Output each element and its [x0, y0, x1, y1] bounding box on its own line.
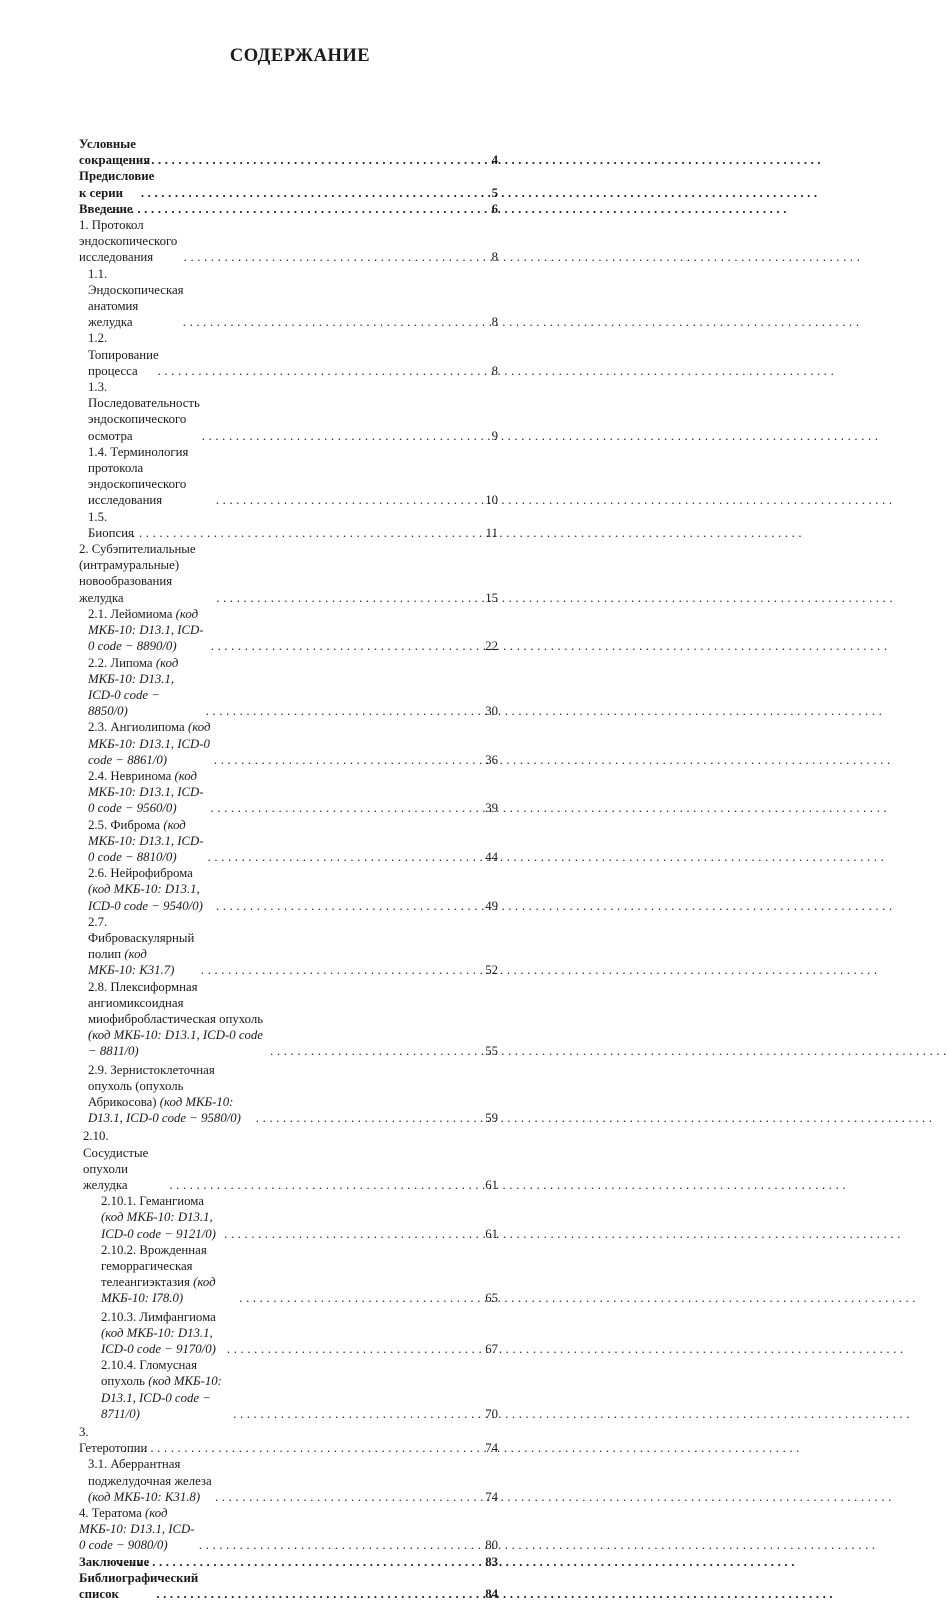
toc-entry-title — [79, 1554, 150, 1570]
dot-leader — [141, 185, 466, 201]
toc-page-number: 4 — [491, 153, 498, 168]
toc-entry-title — [88, 1062, 253, 1127]
dot-leader — [199, 1537, 466, 1553]
toc-entry — [79, 1570, 498, 1602]
toc-entry-code: (код МКБ-10: D13.1, ICD-0 code − 8850/0) — [88, 655, 179, 719]
toc-entry-text: 1.1. Эндоскопическая анатомия желудка — [88, 266, 184, 330]
toc-entry-title — [88, 330, 159, 379]
toc-page-number: 8 — [491, 363, 498, 378]
toc-entry-title — [83, 1128, 166, 1193]
toc-entry — [79, 136, 498, 168]
toc-entry-code: (код МКБ-10: D13.1, ICD-0 code − 8811/0) — [88, 1028, 263, 1059]
toc-entry-code: (код МКБ-10: D13.1, ICD-0 code − 9560/0) — [88, 768, 204, 816]
dot-leader — [118, 1554, 466, 1570]
toc-entry-text: 2.10.2. Врожденная геморрагическая телеангиэктазия — [101, 1242, 207, 1290]
toc-entry-text: Заключение — [79, 1554, 150, 1569]
toc-entry-title — [79, 168, 155, 200]
toc-entry-title — [79, 1505, 196, 1554]
toc-entry-title — [101, 1309, 224, 1358]
toc-page-number: 30 — [485, 704, 498, 719]
toc-entry — [79, 606, 498, 655]
toc-entry-code: (код МКБ-10: D13.1, ICD-0 code − 9580/0) — [88, 1094, 241, 1126]
toc-entry-text: 2.5. Фиброма — [88, 817, 164, 832]
toc-entry-code: (код МКБ-10: D13.1, ICD-0 code − 9540/0) — [88, 882, 203, 913]
toc-entry-text: Предисловие к серии — [79, 169, 155, 200]
toc-entry — [79, 979, 498, 1060]
toc-entry — [79, 1456, 498, 1505]
toc-entry — [79, 1424, 498, 1456]
toc-entry — [79, 1128, 498, 1193]
toc-page-number: 9 — [491, 428, 498, 443]
toc-entry-title — [88, 768, 207, 817]
toc-entry-code: (код МКБ-10: D13.1, ICD-0 code − 8890/0) — [88, 606, 204, 654]
toc-page-number: 10 — [485, 493, 498, 508]
dot-leader — [156, 1586, 466, 1602]
toc-entry-text: 2.1. Лейомиома — [88, 606, 176, 621]
dot-leader — [184, 249, 466, 265]
toc-page-number: 59 — [485, 1111, 498, 1126]
dot-leader — [201, 962, 466, 978]
toc-entry-text: 1.5. Биопсия — [88, 509, 134, 540]
dot-leader — [206, 703, 466, 719]
toc-entry-title — [79, 136, 151, 168]
dot-leader — [183, 314, 466, 330]
dot-leader — [123, 1440, 466, 1456]
toc-entry-text: Введение — [79, 201, 133, 216]
dot-leader — [211, 638, 466, 654]
toc-entry-text: 2.2. Липома — [88, 655, 156, 670]
toc-entry-text: 2. Субэпителиальные (интрамуральные) новообразования желудка — [79, 542, 196, 605]
dot-leader — [169, 1177, 466, 1193]
toc-entry — [79, 655, 498, 720]
toc-entry-title — [88, 655, 203, 720]
toc-entry-code: (код МКБ-10: K31.8) — [88, 1489, 201, 1504]
toc-entry-text: 2.3. Ангиолипома — [88, 720, 188, 735]
dot-leader — [158, 363, 466, 379]
toc-entry-title — [88, 719, 211, 768]
toc-entry — [79, 1505, 498, 1554]
toc-entry — [79, 168, 498, 200]
toc-page-number: 22 — [485, 639, 498, 654]
toc-entry-text: 3. Гетеротопии — [79, 1425, 148, 1456]
toc-entry — [79, 719, 498, 768]
toc-entry — [79, 266, 498, 331]
dot-leader — [227, 1341, 466, 1357]
toc-page-number: 74 — [485, 1489, 498, 1504]
toc-entry-text: 1.2. Топирование процесса — [88, 331, 159, 378]
toc-page-number: 6 — [491, 201, 498, 216]
toc-page-number: 61 — [485, 1226, 498, 1241]
table-of-contents — [79, 136, 498, 1602]
toc-entry — [79, 914, 498, 979]
toc-entry — [79, 768, 498, 817]
toc-page-number: 83 — [485, 1554, 498, 1569]
toc-entry-text: 3.1. Аберрантная поджелудочная железа — [88, 1457, 212, 1488]
dot-leader — [202, 428, 466, 444]
dot-leader — [239, 1290, 466, 1306]
dot-leader — [144, 152, 466, 168]
toc-entry-code: (код МКБ-10: D13.1, ICD-0 code − 8810/0) — [88, 817, 204, 864]
toc-page-number: 55 — [485, 1044, 498, 1059]
page-title: СОДЕРЖАНИЕ — [229, 46, 371, 66]
dot-leader — [125, 525, 466, 541]
toc-page-number: 74 — [485, 1441, 498, 1456]
toc-entry-title — [88, 379, 199, 444]
toc-entry — [79, 541, 498, 606]
toc-entry-text: 2.7. Фиброваскулярный полип — [88, 914, 195, 962]
dot-leader — [233, 1406, 466, 1422]
toc-entry-title — [88, 606, 208, 655]
toc-entry-code: (код МКБ-10: D13.1, ICD-0 code − 9121/0) — [101, 1210, 216, 1241]
toc-entry-title — [79, 1570, 199, 1602]
toc-entry — [79, 509, 498, 541]
toc-entry — [79, 217, 498, 266]
toc-entry-title — [88, 865, 213, 914]
toc-entry-text: 2.4. Невринома — [88, 768, 175, 783]
dot-leader — [216, 898, 466, 914]
toc-page-number: 36 — [485, 752, 498, 767]
toc-page-number: 65 — [485, 1291, 498, 1306]
toc-entry-title — [79, 217, 181, 266]
toc-entry-title — [88, 817, 205, 866]
toc-entry-code: (код МКБ-10: D13.1, ICD-0 code − 9170/0) — [101, 1325, 216, 1357]
toc-entry — [79, 817, 498, 866]
toc-entry-code: (код МКБ-10: K31.7) — [88, 947, 175, 978]
toc-entry-title — [88, 266, 184, 331]
dot-leader — [216, 590, 466, 606]
toc-entry-code: (код МКБ-10: I78.0) — [101, 1275, 216, 1306]
dot-leader — [215, 1489, 466, 1505]
toc-entry-title — [88, 509, 134, 541]
dot-leader — [224, 1226, 466, 1242]
toc-entry-code: (код МКБ-10: D13.1, ICD-0 code − 9080/0) — [79, 1506, 195, 1553]
toc-entry-text: 4. Тератома — [79, 1506, 146, 1521]
toc-entry-text: 2.10.4. Гломусная опухоль — [101, 1358, 197, 1389]
toc-entry-text: 2.6. Нейрофиброма — [88, 866, 193, 881]
toc-entry-text: 1.4. Терминология протокола эндоскопического исследования — [88, 444, 189, 508]
toc-entry — [79, 1193, 498, 1242]
toc-entry — [79, 865, 498, 914]
toc-page-number: 80 — [485, 1538, 498, 1553]
toc-page-number: 15 — [485, 590, 498, 605]
toc-entry-title — [101, 1357, 230, 1422]
toc-entry-text: Библиографический список — [79, 1570, 199, 1602]
toc-page-number: 84 — [485, 1587, 498, 1602]
toc-page-number: 67 — [485, 1342, 498, 1357]
toc-entry-code: (код МКБ-10: D13.1, ICD-0 code − 8861/0) — [88, 720, 211, 767]
toc-entry-text: 2.10.3. Лимфангиома — [101, 1309, 216, 1324]
toc-entry-text: 1. Протокол эндоскопического исследования — [79, 218, 178, 265]
toc-entry — [79, 1554, 498, 1570]
toc-entry — [79, 330, 498, 379]
toc-page-number: 8 — [491, 315, 498, 330]
toc-entry-title — [79, 201, 133, 217]
toc-entry — [79, 1309, 498, 1358]
toc-entry — [79, 1357, 498, 1422]
toc-entry-title — [101, 1242, 236, 1307]
toc-page-number: 52 — [485, 963, 498, 978]
toc-entry-title — [79, 1424, 148, 1456]
toc-entry — [79, 201, 498, 217]
toc-entry-title — [88, 444, 213, 509]
dot-leader — [214, 752, 466, 768]
dot-leader — [270, 1043, 466, 1059]
toc-page-number: 11 — [485, 525, 498, 540]
toc-page-number: 39 — [485, 801, 498, 816]
dot-leader — [216, 492, 466, 508]
dot-leader — [210, 800, 466, 816]
toc-entry-text: 2.10. Сосудистые опухоли желудка — [83, 1129, 149, 1192]
toc-entry-title — [88, 979, 267, 1060]
toc-entry-title — [101, 1193, 221, 1242]
dot-leader — [110, 201, 466, 217]
toc-entry-text: 2.9. Зернистоклеточная опухоль (опухоль Абрикосова) — [88, 1062, 215, 1109]
toc-entry — [79, 1242, 498, 1307]
dot-leader — [208, 849, 466, 865]
toc-page-number: 5 — [491, 185, 498, 200]
dot-leader — [256, 1110, 466, 1126]
toc-entry — [79, 1062, 498, 1127]
toc-page-number: 70 — [485, 1406, 498, 1421]
toc-page-number: 44 — [485, 849, 498, 864]
toc-entry-text: Условные сокращения — [79, 137, 151, 168]
toc-entry-title — [88, 914, 198, 979]
toc-page-number: 61 — [485, 1178, 498, 1192]
toc-entry-text: 1.3. Последовательность эндоскопического осмотра — [88, 380, 200, 443]
toc-entry — [79, 379, 498, 444]
toc-entry-text: 2.10.1. Гемангиома — [101, 1194, 204, 1209]
toc-entry — [79, 444, 498, 509]
toc-entry-title — [88, 1456, 212, 1505]
toc-entry-title — [79, 541, 213, 606]
toc-entry-text: 2.8. Плексиформная ангиомиксоидная миофибробластическая опухоль — [88, 979, 264, 1026]
toc-entry-code: (код МКБ-10: D13.1, ICD-0 code − 8711/0) — [101, 1374, 222, 1421]
toc-page-number: 49 — [485, 898, 498, 913]
toc-page-number: 8 — [491, 250, 498, 265]
